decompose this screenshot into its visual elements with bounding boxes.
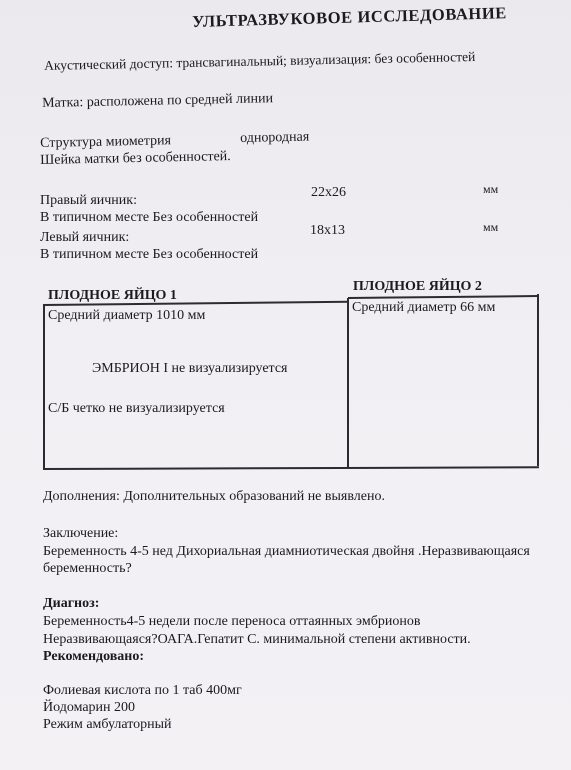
diagnosis-line-1: Беременность4-5 недели после переноса оттаянных эмбрионов (43, 614, 421, 629)
diagnosis-line-2: Неразвивающаяся?ОАГА.Гепатит С. минимальной степени активности. (43, 632, 471, 647)
table-top-border-right (348, 295, 538, 298)
conclusion-label: Заключение: (43, 526, 119, 541)
myometrium-value: однородная (240, 129, 310, 146)
right-ovary-unit: мм (483, 182, 499, 196)
table-bottom-border (43, 466, 539, 469)
egg1-heartbeat: С/Б четко не визуализируется (48, 401, 225, 416)
egg1-diameter: Средний диаметр 1010 мм (48, 308, 206, 323)
right-ovary-size: 22х26 (311, 185, 346, 200)
uterus-line: Матка: расположена по средней линии (42, 91, 274, 111)
additions-line: Дополнения: Дополнительных образований не выявлено. (43, 489, 385, 504)
cervix-line: Шейка матки без особенностей. (40, 149, 231, 168)
left-ovary-label: Левый яичник: (40, 230, 130, 245)
acoustic-access-line: Акустический доступ: трансвагинальный; визуализация: без особенностей (44, 48, 476, 73)
conclusion-text: Беременность 4-5 нед Дихориальная диамниотическая двойня .Неразвивающаяся беременность? (43, 544, 530, 576)
left-ovary-size: 18х13 (310, 223, 345, 238)
recommended-label: Рекомендовано: (43, 649, 145, 664)
myometrium-label: Структура миометрия (40, 133, 172, 151)
recommendation-item: Йодомарин 200 (43, 700, 136, 715)
table-right-border (537, 294, 539, 466)
diagnosis-label: Диагноз: (43, 596, 100, 611)
right-ovary-label: Правый яичник: (40, 193, 137, 208)
recommendation-item: Режим амбулаторный (43, 717, 172, 732)
right-ovary-note: В типичном месте Без особенностей (40, 210, 259, 225)
table-middle-border (347, 298, 349, 468)
egg2-header: ПЛОДНОЕ ЯЙЦО 2 (353, 279, 482, 294)
table-left-border (43, 305, 45, 470)
egg2-diameter: Средний диаметр 66 мм (352, 300, 496, 315)
report-title: УЛЬТРАЗВУКОВОЕ ИССЛЕДОВАНИЕ (192, 3, 508, 31)
left-ovary-unit: мм (483, 220, 499, 234)
egg1-embryo: ЭМБРИОН I не визуализируется (92, 361, 288, 376)
egg1-header: ПЛОДНОЕ ЯЙЦО 1 (48, 288, 177, 303)
recommendation-item: Фолиевая кислота по 1 таб 400мг (43, 683, 242, 698)
left-ovary-note: В типичном месте Без особенностей (40, 247, 259, 262)
